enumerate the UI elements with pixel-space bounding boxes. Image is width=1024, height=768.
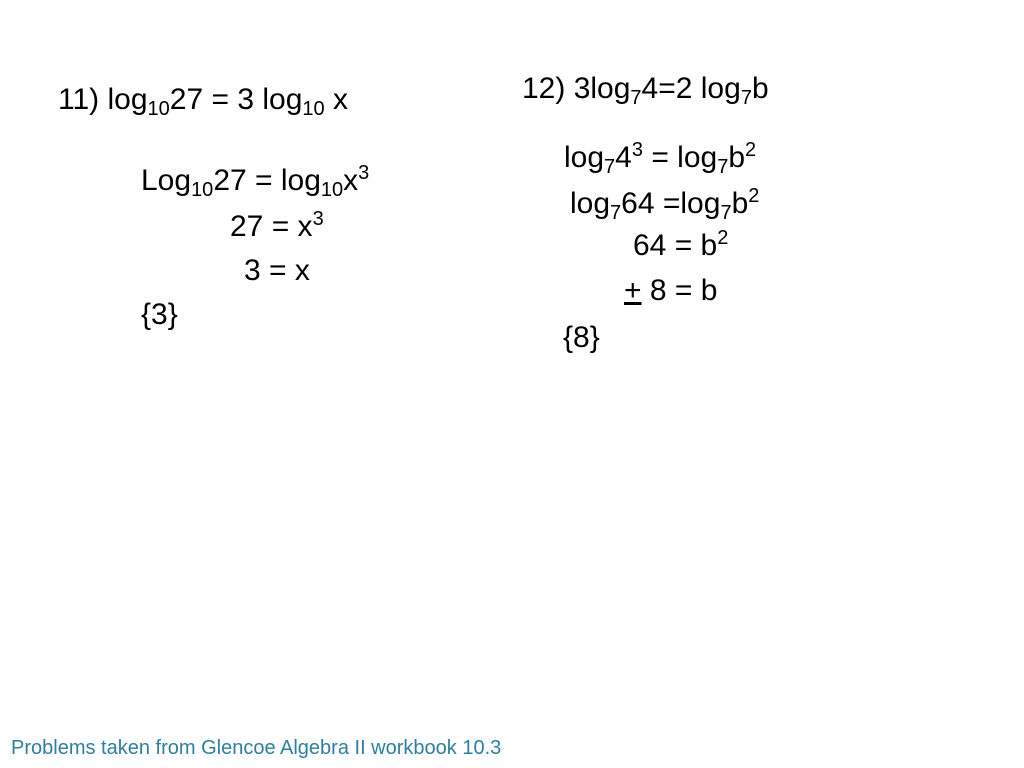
problem-11-heading: [58, 82, 348, 118]
problem-12-heading-part-a: 12) 3log: [522, 72, 631, 105]
log-base-subscript: 7: [604, 156, 616, 178]
problem-11-step-1: [141, 163, 369, 199]
log-base-subscript: 10: [320, 179, 344, 201]
step-text: 27 = log: [213, 164, 321, 197]
step-text: = log: [642, 141, 718, 174]
log-base-subscript: 10: [302, 98, 325, 120]
log-base-subscript: 10: [147, 98, 170, 120]
problem-12-step-2: [570, 186, 759, 222]
problem-12-step-4: [624, 273, 717, 309]
problem-12-step-3: [633, 228, 728, 264]
log-base-subscript: 10: [191, 179, 214, 201]
problem-11-heading-part-a: 11) log: [58, 83, 148, 116]
problem-11-step-3: [244, 253, 310, 289]
step-text: log: [564, 141, 605, 174]
problem-11-heading-part-b: 27 = 3 log: [169, 83, 303, 116]
step-text: log: [570, 187, 611, 220]
step-text: 3 = x: [244, 254, 310, 287]
problem-12-heading: [522, 71, 769, 107]
step-text: b: [731, 187, 749, 220]
exponent-superscript: 3: [358, 162, 370, 184]
step-text: 4: [615, 141, 632, 174]
log-base-subscript: 7: [720, 202, 732, 224]
step-text: x: [343, 164, 359, 197]
exponent-superscript: 3: [312, 208, 324, 230]
log-base-subscript: 7: [717, 156, 729, 178]
exponent-superscript: 2: [745, 139, 757, 161]
exponent-superscript: 2: [717, 227, 729, 249]
problem-11-step-2: [230, 209, 324, 245]
problem-11-heading-part-c: x: [324, 83, 348, 116]
problem-11-solution: [141, 297, 178, 333]
exponent-superscript: 2: [748, 185, 760, 207]
solution-set: {8}: [563, 321, 600, 354]
problem-12-heading-part-b: 4=2 log: [641, 72, 741, 105]
problem-12-solution: [563, 320, 600, 356]
step-text: b: [728, 141, 746, 174]
source-footnote: Problems taken from Glencoe Algebra II workbook 10.3: [11, 737, 502, 759]
step-text: Log: [141, 164, 192, 197]
log-base-subscript: 7: [740, 87, 752, 109]
solution-set: {3}: [141, 298, 178, 331]
step-text: 27 = x: [230, 210, 313, 243]
log-base-subscript: 7: [610, 202, 622, 224]
step-text: 8 = b: [641, 274, 718, 307]
exponent-superscript: 3: [631, 139, 643, 161]
problem-12-heading-part-c: b: [751, 72, 769, 105]
problem-12-step-1: [564, 140, 756, 176]
log-base-subscript: 7: [630, 87, 642, 109]
step-text: 64 = b: [633, 229, 718, 262]
step-text: 64 =log: [621, 187, 721, 220]
plus-minus-symbol: +: [624, 274, 642, 307]
